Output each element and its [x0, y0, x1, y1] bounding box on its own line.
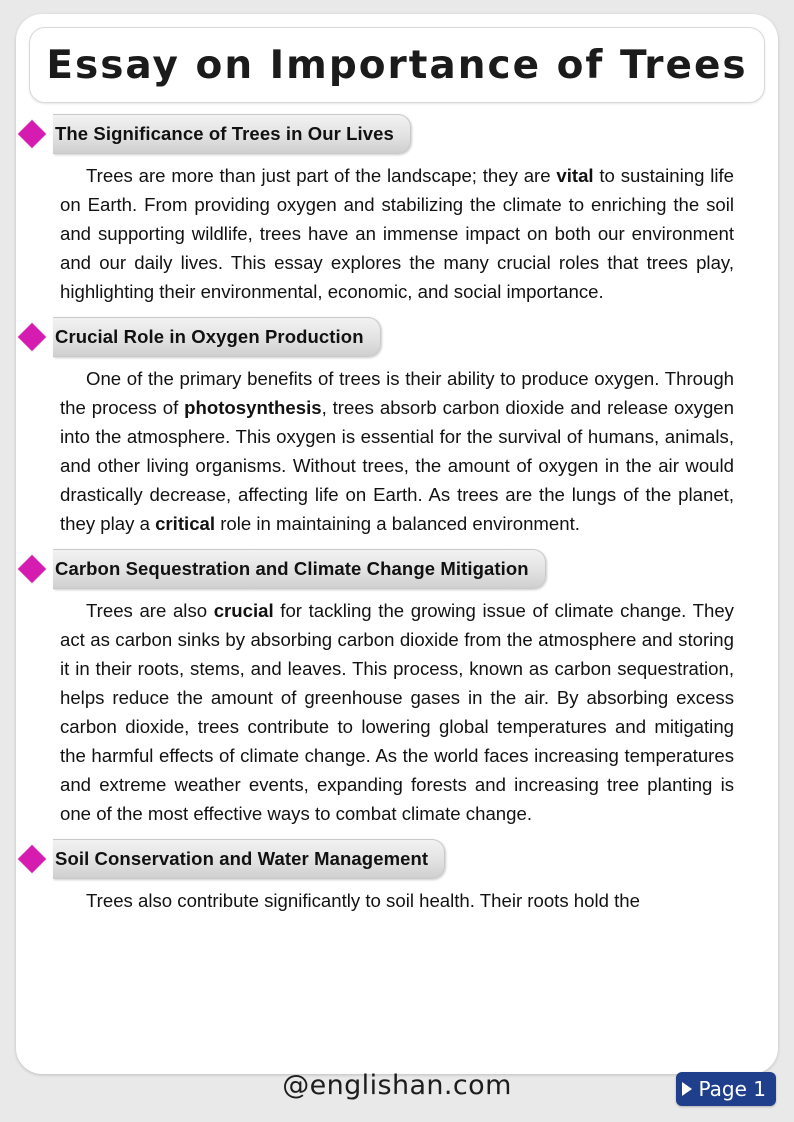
section-heading-label: Carbon Sequestration and Climate Change Mitigation: [55, 558, 529, 579]
heading-pill-1: [53, 114, 411, 154]
section-paragraph-4: Trees also contribute significantly to soil health. Their roots hold the: [86, 890, 640, 911]
page-title: Essay on Importance of Trees: [46, 42, 748, 88]
heading-pill-2: [53, 317, 381, 357]
page-footer: [0, 1062, 794, 1122]
title-card: [29, 27, 765, 103]
diamond-bullet-icon: [18, 845, 46, 873]
section-paragraph-1: Trees are more than just part of the landscape; they are vital to sustaining life on Earth. From providing oxygen and stabilizing the climate to enriching the soil and supporting wildlife, trees have an immense impact on both our environment and our daily lives. This essay explores the many crucial roles that trees play, highlighting their environmental, economic, and social importance.: [60, 165, 735, 302]
page-number-badge: [676, 1072, 777, 1106]
diamond-bullet-icon: [18, 323, 46, 351]
heading-pill-4: [53, 839, 445, 879]
section-heading-label: Soil Conservation and Water Management: [55, 848, 429, 869]
section-heading-3: [16, 549, 778, 589]
section-heading-label: The Significance of Trees in Our Lives: [55, 123, 394, 144]
section-paragraph-3: Trees are also crucial for tackling the growing issue of climate change. They act as carbon sinks by absorbing carbon dioxide from the atmosphere and storing it in their roots, stems, and leaves. This process, known as carbon sequestration, helps reduce the amount of greenhouse gases in the air. By absorbing excess carbon dioxide, trees contribute to lowering global temperatures and mitigating the harmful effects of climate change. As the world faces increasing temperatures and extreme weather events, expanding forests and increasing tree planting is one of the most effective ways to combat climate change.: [60, 600, 734, 824]
section-heading-1: [16, 114, 778, 154]
play-arrow-icon: [682, 1082, 692, 1096]
document-sheet: [16, 14, 778, 1074]
site-credit: @englishan.com: [282, 1070, 512, 1101]
diamond-bullet-icon: [18, 555, 46, 583]
section-paragraph-2: One of the primary benefits of trees is their ability to produce oxygen. Through the process of photosynthesis, trees absorb carbon dioxide and release oxygen into the atmosphere. This oxygen is essential for the survival of humans, animals, and other living organisms. Without trees, the amount of oxygen in the air would drastically decrease, affecting life on Earth. As trees are the lungs of the planet, they play a critical role in maintaining a balanced environment.: [60, 368, 734, 534]
heading-pill-3: [53, 549, 546, 589]
section-heading-4: [16, 839, 778, 879]
page-number-label: Page 1: [698, 1077, 766, 1101]
diamond-bullet-icon: [18, 120, 46, 148]
section-heading-2: [16, 317, 778, 357]
section-heading-label: Crucial Role in Oxygen Production: [55, 326, 364, 347]
